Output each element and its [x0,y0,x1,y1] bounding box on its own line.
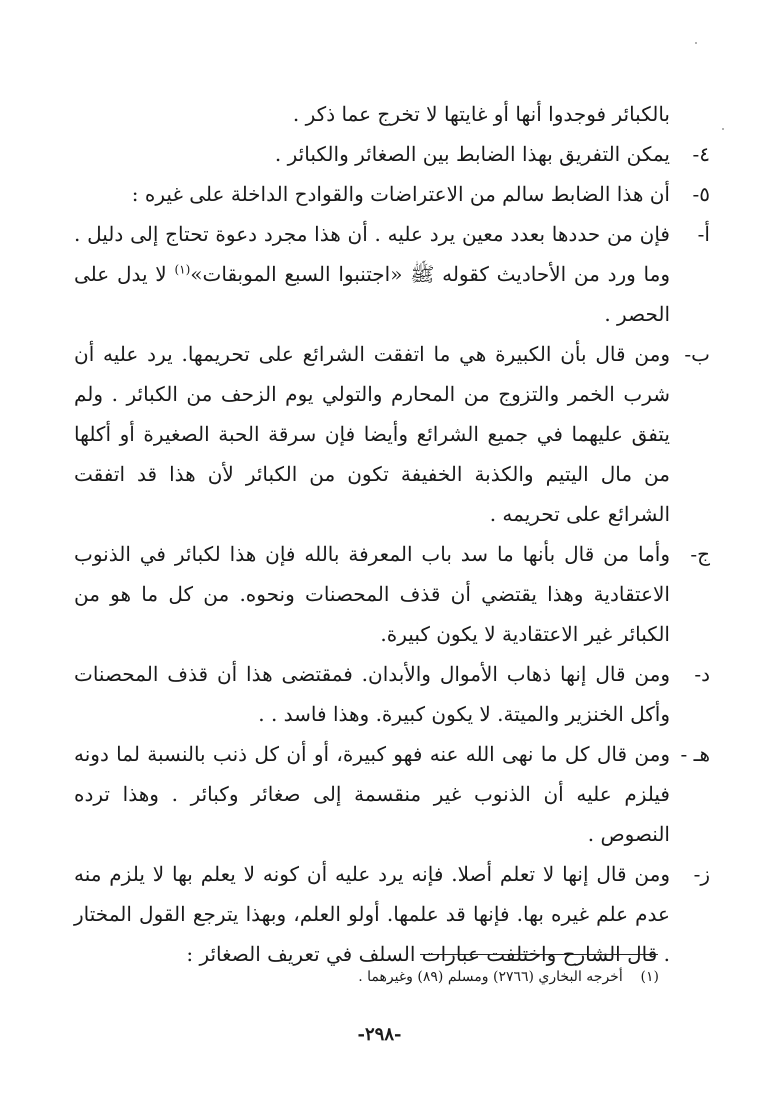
item-text: ومن قال إنها ذهاب الأموال والأبدان. فمقتضى هذا أن قذف المحصنات وأكل الخنزير والميتة. لا يكون كبيرة. وهذا فاسد . . [74,662,670,726]
list-item-4 [74,134,710,174]
scan-speck [695,42,697,44]
footnote-reference[interactable]: (١) [174,262,191,277]
item-text: ومن قال إنها لا تعلم أصلا. فإنه يرد عليه أن كونه لا يعلم بها لا يلزم منه عدم علم غيره بها. فإنها قد علمها. أولو العلم، وبهذا يترجع القول المختار . قال الشارح واختلفت عبارات السلف في تعريف الصغائر : [74,862,670,966]
item-marker: ٤- [692,142,710,166]
list-item-jim [74,534,710,654]
item-text: ومن قال كل ما نهى الله عنه فهو كبيرة، أو أن كل ذنب بالنسبة لما دونه فيلزم عليه أن الذنوب غير منقسمة إلى صغائر وكبائر . وهذا ترده النصوص . [74,742,670,846]
item-marker: د- [694,662,710,686]
item-text: أن هذا الضابط سالم من الاعتراضات والقوادح الداخلة على غيره : [131,182,670,206]
item-marker: ب- [684,342,710,366]
item-marker: ز- [693,862,710,886]
item-text: يمكن التفريق بهذا الضابط بين الصغائر والكبائر . [274,142,670,166]
item-text-continued: لا يدل على الحصر . [74,262,670,326]
item-text: وأما من قال بأنها ما سد باب المعرفة بالله فإن هذا لكبائر في الذنوب الاعتقادية وهذا يقتضي أن قذف المحصنات ونحوه. من كل ما هو من الكبائر غير الاعتقادية لا يكون كبيرة. [74,542,670,646]
scan-speck [722,128,724,130]
list-item-alif [74,214,710,334]
list-item-ha [74,734,710,854]
footnote-divider [420,954,658,955]
item-marker: ج- [690,542,710,566]
item-text-group [74,214,670,334]
item-text: ومن قال بأن الكبيرة هي ما اتفقت الشرائع على تحريمها. يرد عليه أن شرب الخمر والتزوج من المحارم والتولي يوم الزحف من الكبائر . ولم يتفق عليهما في جميع الشرائع وأيضا فإن سرقة الحبة الصغيرة أو أكلها من مال اليتيم والكذبة الخفيفة تكون من الكبائر لأن هذا قد اتفقت الشرائع على تحريمه . [74,342,670,526]
list-item-zay [74,854,710,974]
list-item-ba [74,334,710,534]
footnote-text: أخرجه البخاري (٢٧٦٦) ومسلم (٨٩) وغيرهما . [358,969,623,985]
item-marker: ٥- [692,182,710,206]
item-text: فإن من حددها بعدد معين يرد عليه . أن هذا مجرد دعوة تحتاج إلى دليل . وما ورد من الأحاديث كقوله ﷺ «اجتنبوا السبع الموبقات» [74,222,670,286]
list-item-dal [74,654,710,734]
main-text [74,94,710,974]
item-marker: أ- [697,222,710,246]
lead-line [74,94,710,134]
item-marker: هـ - [680,742,710,766]
page-number: -٢٩٨- [357,1024,402,1045]
list-item-5 [74,174,710,214]
footnote-number: (١) [640,969,659,985]
footnote [358,966,659,988]
lead-line-text: بالكبائر فوجدوا أنها أو غايتها لا تخرج عما ذكر . [292,102,670,126]
